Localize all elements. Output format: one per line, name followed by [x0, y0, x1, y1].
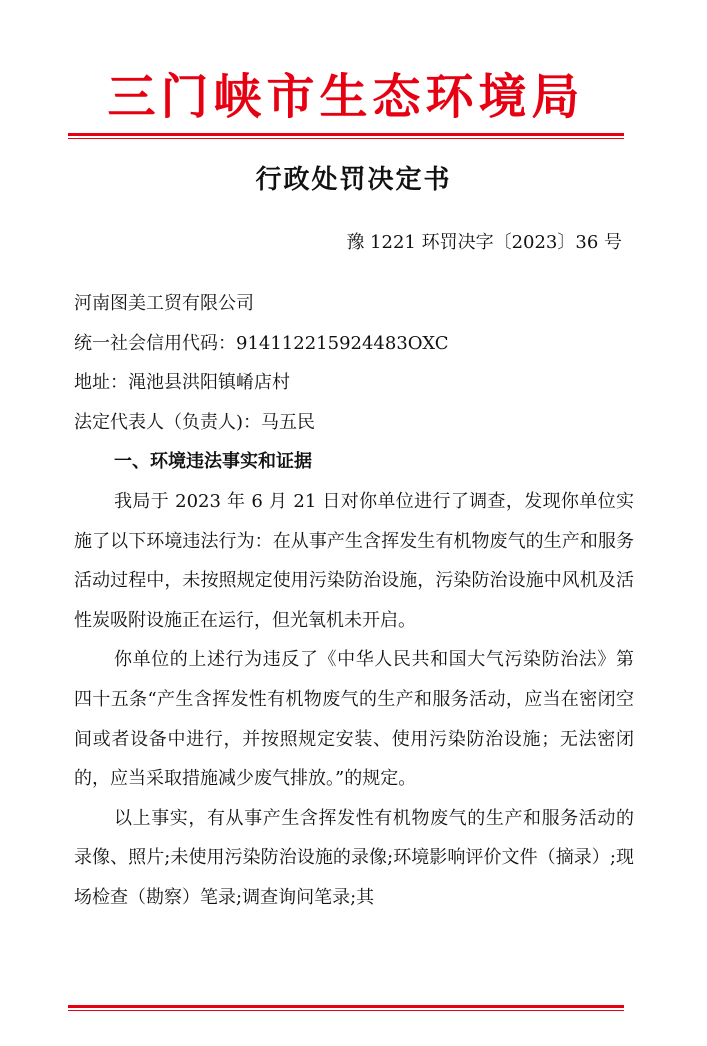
document-title: 行政处罚决定书 [255, 165, 452, 195]
recipient-credit-code: 统一社会信用代码：914112215924483OXC [74, 332, 449, 354]
footer-rule-thick [68, 1005, 624, 1008]
recipient-legal-rep: 法定代表人（负责人)：马五民 [74, 411, 316, 433]
agency-masthead: 三门峡市生态环境局 [107, 69, 585, 125]
document-body [74, 284, 634, 918]
paragraph-investigation: 我局于 2023 年 6 月 21 日对你单位进行了调查，发现你单位实施了以下环境违法行为：在从事产生含挥发生有机物废气的生产和服务活动过程中，未按照规定使用污染防治设施，污染防治设施中风机及活性炭吸附设施正在运行，但光氧机未开启。 [74, 490, 634, 631]
header-rule-thick [68, 133, 624, 136]
section-heading-violation-facts: 一、环境违法事实和证据 [114, 451, 312, 473]
recipient-company: 河南图美工贸有限公司 [74, 293, 254, 314]
recipient-address: 地址：渑池县洪阳镇崤店村 [74, 372, 290, 394]
document-number: 豫 1221 环罚决字〔2023〕36 号 [346, 232, 622, 253]
footer-rule-thin [68, 1010, 624, 1011]
paragraph-legal-basis: 你单位的上述行为违反了《中华人民共和国大气污染防治法》第四十五条“产生含挥发性有机物废气的生产和服务活动，应当在密闭空间或者设备中进行，并按照规定安装、使用污染防治设施；无法密闭的，应当采取措施减少废气排放。”的规定。 [74, 649, 634, 790]
paragraph-evidence: 以上事实，有从事产生含挥发性有机物废气的生产和服务活动的录像、照片;未使用污染防治设施的录像;环境影响评价文件（摘录）;现场检查（勘察）笔录;调查询问笔录;其 [74, 807, 634, 908]
header-rule-thin [68, 138, 624, 139]
